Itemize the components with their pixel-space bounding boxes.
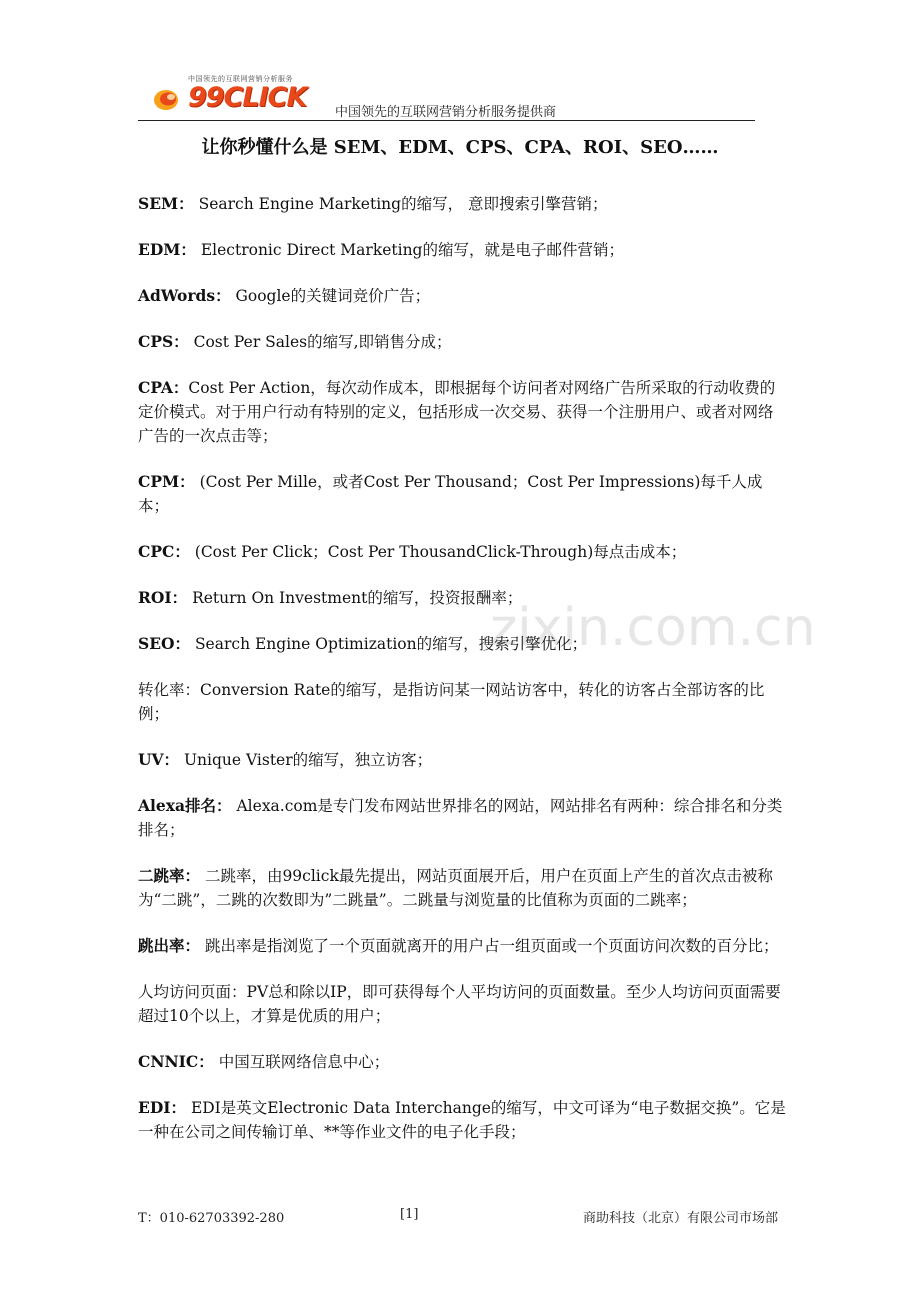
glossary-entry-conversion-rate — [138, 678, 788, 726]
entry-term: CPA： — [138, 378, 189, 397]
glossary-entry-cps — [138, 330, 788, 354]
entry-term: SEM： — [138, 194, 194, 213]
entry-definition: Unique Vister的缩写，独立访客； — [179, 751, 433, 769]
entry-term: 跳出率： — [138, 936, 201, 955]
entry-definition: 中国互联网络信息中心； — [213, 1053, 390, 1071]
entry-term: 人均访问页面： — [138, 983, 247, 1001]
entry-term: AdWords： — [138, 286, 231, 305]
entry-definition: Alexa.com是专门发布网站世界排名的网站，网站排名有两种：综合排名和分类排名； — [138, 797, 783, 839]
page-footer — [138, 1207, 778, 1227]
glossary-entry-cpm — [138, 470, 788, 518]
glossary-entry-uv — [138, 748, 788, 772]
entry-definition: Search Engine Optimization的缩写，搜索引擎优化； — [190, 635, 588, 653]
glossary-list — [138, 192, 788, 1166]
company-logo — [152, 74, 332, 118]
glossary-entry-roi — [138, 586, 788, 610]
entry-term: EDM： — [138, 240, 196, 259]
glossary-entry-cpa — [138, 376, 788, 448]
entry-definition: Return On Investment的缩写，投资报酬率； — [187, 589, 523, 607]
header-tagline: 中国领先的互联网营销分析服务提供商 — [335, 105, 557, 120]
entry-term: CPM： — [138, 472, 195, 491]
entry-term: Alexa排名： — [138, 796, 232, 815]
entry-definition: PV总和除以IP，即可获得每个人平均访问的页面数量。至少人均访问页面需要超过10个以上，才算是优质的用户； — [138, 983, 781, 1025]
page-title: 让你秒懂什么是 SEM、EDM、CPS、CPA、ROI、SEO…… — [201, 137, 719, 158]
glossary-entry-alexa — [138, 794, 788, 842]
entry-term: CPC： — [138, 542, 190, 561]
entry-definition: Cost Per Action，每次动作成本，即根据每个访问者对网络广告所采取的行动收费的定价模式。对于用户行动有特别的定义，包括形成一次交易、获得一个注册用户、或者对网络广告的一次点击等； — [138, 379, 776, 445]
logo-wordmark: 99CLICK — [188, 82, 307, 113]
entry-term: ROI： — [138, 588, 188, 607]
entry-term: CNNIC： — [138, 1052, 214, 1071]
entry-definition: Search Engine Marketing的缩写， 意即搜索引擎营销； — [193, 195, 608, 213]
entry-definition: Cost Per Sales的缩写,即销售分成； — [188, 333, 452, 351]
watermark: zixin.com.cn — [490, 598, 816, 658]
glossary-entry-edi — [138, 1096, 788, 1144]
glossary-entry-cnnic — [138, 1050, 788, 1074]
footer-phone: T：010-62703392-280 — [138, 1211, 285, 1226]
glossary-entry-seo — [138, 632, 788, 656]
logo-tagline: 中国领先的互联网营销分析服务 — [188, 75, 293, 83]
entry-definition: 二跳率，由99click最先提出，网站页面展开后，用户在页面上产生的首次点击被称为“二跳”，二跳的次数即为”二跳量”。二跳量与浏览量的比值称为页面的二跳率； — [138, 867, 773, 909]
entry-term: EDI： — [138, 1098, 187, 1117]
glossary-entry-sem — [138, 192, 788, 216]
entry-definition: Electronic Direct Marketing的缩写，就是电子邮件营销； — [195, 241, 624, 259]
page-number: [1] — [400, 1207, 419, 1222]
header-divider — [138, 120, 755, 121]
entry-definition: Conversion Rate的缩写，是指访问某一网站访客中，转化的访客占全部访客的比例； — [138, 681, 765, 723]
entry-definition: (Cost Per Mille，或者Cost Per Thousand；Cost Per Impressions)每千人成本； — [138, 473, 763, 515]
entry-term: CPS： — [138, 332, 189, 351]
entry-term: UV： — [138, 750, 180, 769]
footer-organization: 商助科技（北京）有限公司市场部 — [582, 1211, 778, 1226]
glossary-entry-bounce-rate — [138, 934, 788, 958]
logo-swirl-icon — [152, 86, 186, 112]
glossary-entry-cpc — [138, 540, 788, 564]
glossary-entry-adwords — [138, 284, 788, 308]
entry-term: 转化率： — [138, 681, 201, 699]
entry-definition: (Cost Per Click；Cost Per ThousandClick-Through)每点击成本； — [189, 543, 687, 561]
entry-term: 二跳率： — [138, 866, 201, 885]
glossary-entry-edm — [138, 238, 788, 262]
glossary-entry-pages-per-visitor — [138, 980, 788, 1028]
glossary-entry-second-hop-rate — [138, 864, 788, 912]
page-header — [138, 70, 755, 122]
entry-definition: Google的关键词竞价广告； — [230, 287, 431, 305]
entry-definition: EDI是英文Electronic Data Interchange的缩写，中文可译为“电子数据交换”。它是一种在公司之间传输订单、**等作业文件的电子化手段； — [138, 1099, 786, 1141]
entry-definition: 跳出率是指浏览了一个页面就离开的用户占一组页面或一个页面访问次数的百分比； — [200, 937, 779, 955]
entry-term: SEO： — [138, 634, 191, 653]
